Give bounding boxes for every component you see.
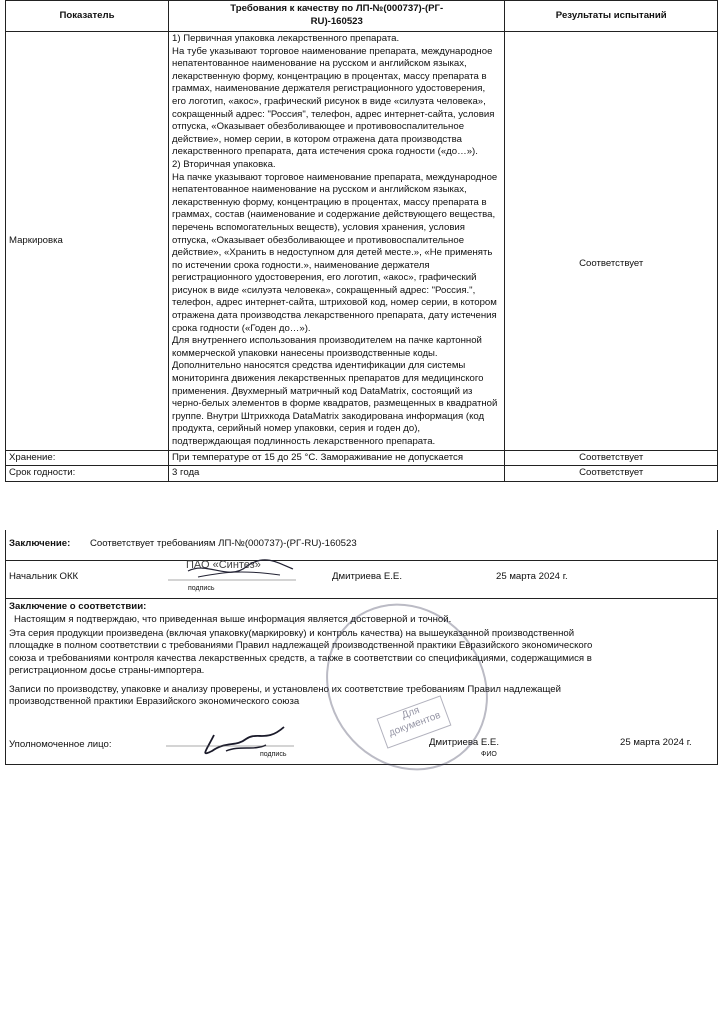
- req-paragraph: Для внутреннего использования производителем на пачке картонной коммерческой упаковки нанесены производственные коды.: [172, 335, 482, 359]
- req-paragraph: На пачке указывают торговое наименование препарата, международное непатентованное наименование на русском и английском языках, лекарственную форму, концентрацию в процентах, массу препарата в граммах, состав (наименование и содержание действующего вещества, перечень вспомогательных веществ), условия хранения, условия отпуска, «Оказывает обезболивающее и противовоспалительное действие», «Хранить в недоступном для детей месте.», «Не применять по истечении срока годности.», наименование держателя регистрационного удостоверения, его логотип, «акос», графический рисунок в виде «силуэта человека», сокращенный адрес: "Россия.", телефон, адрес интернет-сайта, штриховой код, номер серии, в котором отражена дата производства лекарственного препарата, дату истечения срока годности («Годен до…»).: [172, 171, 498, 334]
- req-paragraph: 2) Вторичная упаковка.: [172, 158, 276, 170]
- okk-stamp: [168, 557, 298, 587]
- table-row-marking: [6, 32, 718, 451]
- okk-role: Начальник ОКК: [9, 571, 79, 582]
- indicator-cell: Маркировка: [6, 32, 169, 451]
- compliance-p2: Эта серия продукции произведена (включая упаковку(маркировку) и контроль качества) на вышеуказанной производственной площадке в полном соответствии с требованиями Правил надлежащей производственной практики Евразийского экономического союза и требованиями контроля качества лекарственных средств, а также в соответствии со спецификациями, содержащимися в регистрационном досье страны-импортера.: [9, 628, 593, 677]
- header-requirements: Требования к качеству по ЛП-№(000737)-(РГ-RU)-160523: [169, 1, 505, 32]
- okk-sign-caption: подпись: [188, 585, 215, 592]
- requirements-cell: 3 года: [169, 466, 505, 482]
- okk-date: 25 марта 2024 г.: [496, 571, 568, 582]
- header-results: Результаты испытаний: [505, 1, 718, 32]
- conclusion-text: Соответствует требованиям ЛП-№(000737)-(РГ-RU)-160523: [90, 538, 357, 549]
- req-paragraph: 1) Первичная упаковка лекарственного препарата.: [172, 33, 400, 44]
- indicator-cell: Срок годности:: [6, 466, 169, 482]
- table-row-storage: [6, 450, 718, 466]
- compliance-p3: Записи по производству, упаковке и анализу проверены, и установлено их соответствие требованиям Правил надлежащей производственной практики Евразийского экономического союза: [9, 684, 561, 708]
- req-paragraph: Дополнительно наносятся средства идентификации для системы мониторинга движения лекарственных препаратов для медицинского применения. Двухмерный матричный код DataMatrix, состоящий из черно-белых элементов в форме квадратов, размещенных в квадратной группе. Внутри Штрихкода DataMatrix закодирована информация (код продукта, серийный номер упаковки, серия и годен до), подтверждающая подлинность лекарственного препарата.: [172, 360, 498, 447]
- header-indicator: Показатель: [6, 1, 169, 32]
- indicator-cell: Хранение:: [6, 450, 169, 466]
- authorized-date: 25 марта 2024 г.: [620, 737, 692, 748]
- result-cell: Соответствует: [505, 32, 718, 451]
- result-cell: Соответствует: [505, 450, 718, 466]
- conclusion-label: Заключение:: [9, 538, 71, 549]
- req-paragraph: На тубе указывают торговое наименование препарата, международное непатентованное наименование на русском и английском языках, лекарственную форму, концентрацию в процентах, массу препарата в граммах, наименование держателя регистрационного удостоверения, его логотип, «акос», графический рисунок в виде «силуэта человека», сокращенный адрес: "Россия", телефон, адрес интернет-сайта, условия отпуска, «Оказывает обезболивающее и противовоспалительное действие», номер серии, в котором отражена дата производства лекарственного препарата, дата истечения срока годности («до…»).: [172, 45, 495, 158]
- authorized-fio-caption: ФИО: [481, 751, 497, 758]
- requirements-cell: При температуре от 15 до 25 °С. Замораживание не допускается: [169, 450, 505, 466]
- documents-stamp: Для документов: [377, 695, 452, 748]
- okk-stamp-text: ПАО «Синтез»: [186, 559, 261, 571]
- conclusion-box: [5, 530, 718, 561]
- table-header-row: [6, 1, 718, 32]
- okk-signature-box: [5, 561, 718, 599]
- authorized-label: Уполномоченное лицо:: [9, 739, 112, 750]
- authorized-name: Дмитриева Е.Е.: [429, 737, 499, 748]
- quality-table: [5, 0, 718, 482]
- authorized-sign-caption: подпись: [260, 751, 287, 758]
- result-cell: Соответствует: [505, 466, 718, 482]
- okk-name: Дмитриева Е.Е.: [332, 571, 402, 582]
- compliance-p1: Настоящим я подтверждаю, что приведенная выше информация является достоверной и точной.: [14, 614, 452, 625]
- table-row-shelf-life: [6, 466, 718, 482]
- compliance-title: Заключение о соответствии:: [9, 601, 147, 612]
- requirements-cell: [169, 32, 505, 451]
